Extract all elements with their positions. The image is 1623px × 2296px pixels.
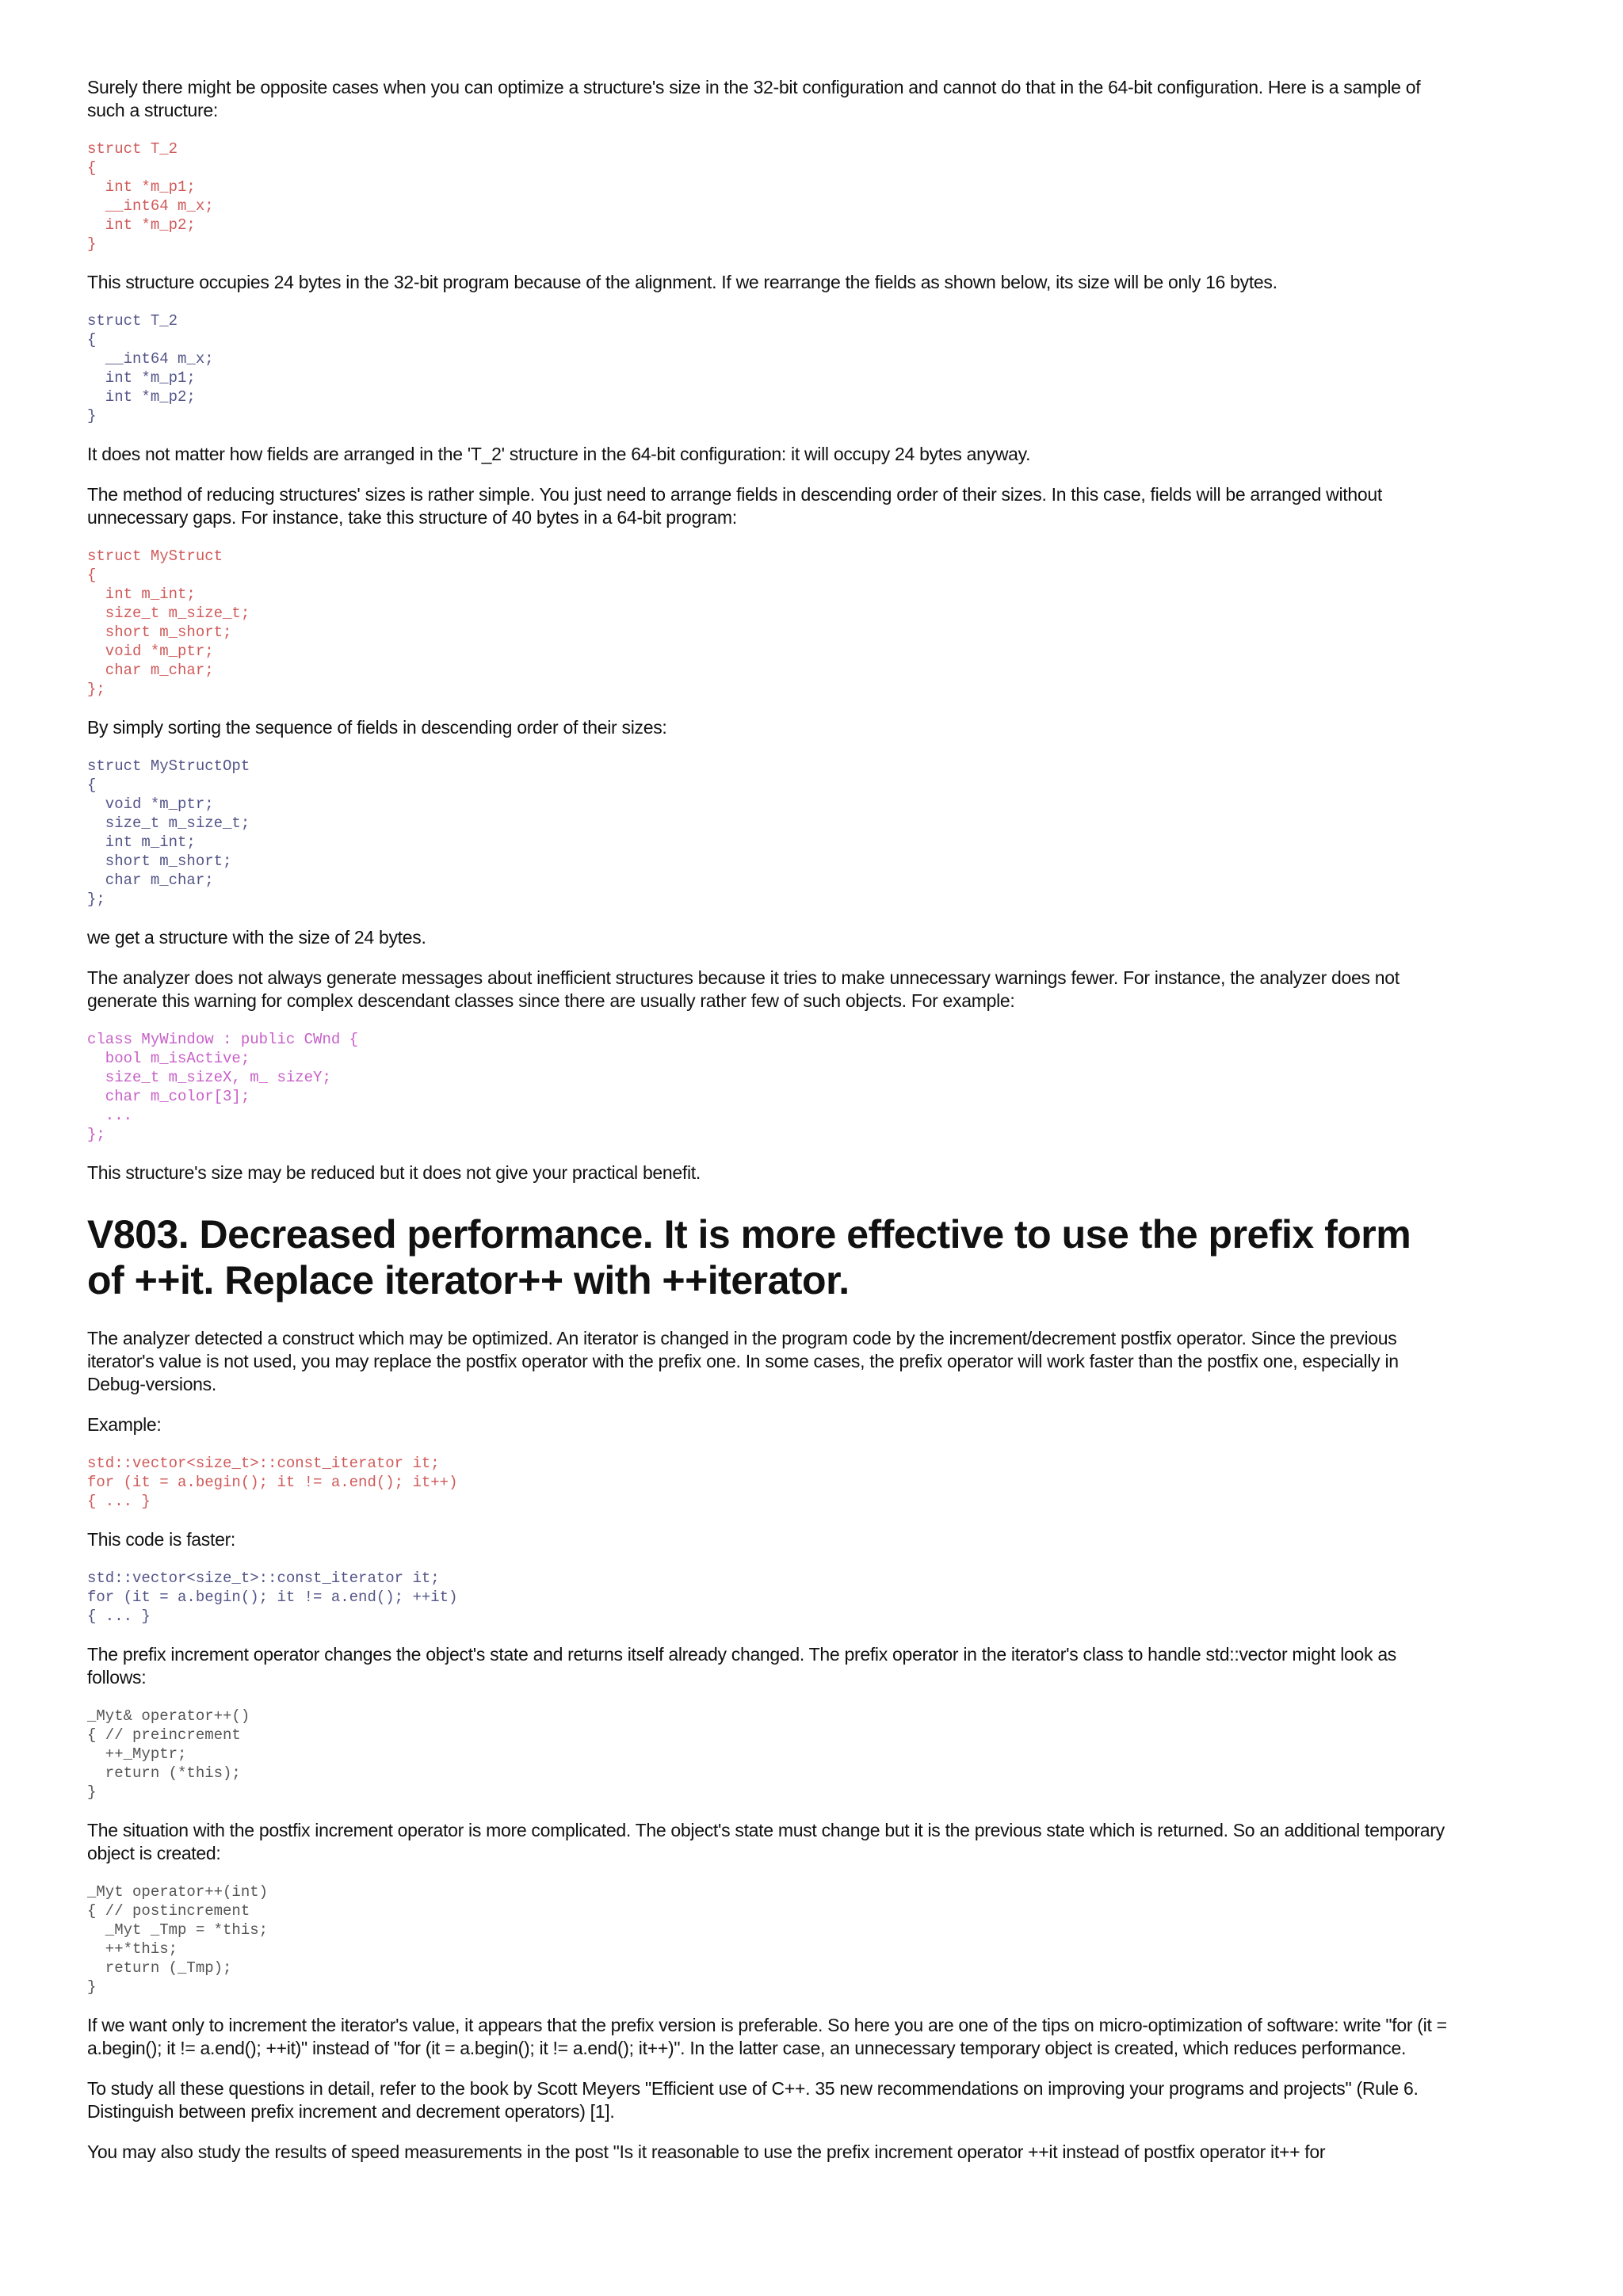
code-block-neutral: _Myt& operator++() { // preincrement ++_Myptr; return (*this); } [87,1707,250,1801]
paragraph: we get a structure with the size of 24 bytes. [87,927,426,948]
paragraph: This structure occupies 24 bytes in the 32-bit program because of the alignment. If we rearrange the fields as shown below, its size will be only 16 bytes. [87,272,1277,292]
paragraph: Surely there might be opposite cases when you can optimize a structure's size in the 32-bit configuration and cannot do that in the 64-bit configuration. Here is a sample of such a structure: [87,77,1421,120]
code-block-example: class MyWindow : public CWnd { bool m_isActive; size_t m_sizeX, m_ sizeY; char m_color[3]; ... }; [87,1031,359,1143]
paragraph: The situation with the postfix increment operator is more complicated. The object's state must change but it is the previous state which is returned. So an additional temporary object is created: [87,1820,1445,1863]
paragraph: This code is faster: [87,1529,236,1550]
paragraph: The prefix increment operator changes the object's state and returns itself already changed. The prefix operator in the iterator's class to handle std::vector might look as follows: [87,1644,1397,1688]
paragraph: If we want only to increment the iterator's value, it appears that the prefix version is preferable. So here you are one of the tips on micro-optimization of software: write "for (it = a.begin(); it != a.end(); ++it)" instead of "for (it = a.begin(); it != a.end(); it++)". In the latter case, an unnecessary temporary object is created, which reduces performance. [87,2015,1447,2058]
paragraph: To study all these questions in detail, refer to the book by Scott Meyers "Efficient use of C++. 35 new recommendations on improving your programs and projects" (Rule 6. Distinguish between prefix increment and decrement operators) [1]. [87,2078,1419,2122]
code-block-bad: struct T_2 { int *m_p1; __int64 m_x; int *m_p2; } [87,140,214,253]
paragraph: The analyzer detected a construct which may be optimized. An iterator is changed in the program code by the increment/decrement postfix operator. Since the previous iterator's value is not used, you may replace the postfix operator with the prefix one. In some cases, the prefix operator will work faster than the postfix one, especially in Debug-versions. [87,1328,1399,1394]
code-block-good: struct MyStructOpt { void *m_ptr; size_t m_size_t; int m_int; short m_short; char m_char; }; [87,757,250,908]
paragraph: The method of reducing structures' sizes is rather simple. You just need to arrange fields in descending order of their sizes. In this case, fields will be arranged without unnecessary gaps. For instance, take this structure of 40 bytes in a 64-bit program: [87,484,1382,528]
paragraph: It does not matter how fields are arranged in the 'T_2' structure in the 64-bit configuration: it will occupy 24 bytes anyway. [87,444,1031,464]
paragraph: Example: [87,1414,162,1435]
code-block-good: struct T_2 { __int64 m_x; int *m_p1; int *m_p2; } [87,312,214,425]
section-heading: V803. Decreased performance. It is more effective to use the prefix form of ++it. Replace iterator++ with ++iterator. [87,1212,1411,1302]
paragraph: You may also study the results of speed measurements in the post "Is it reasonable to use the prefix increment operator ++it instead of postfix operator it++ for [87,2142,1326,2162]
code-block-bad: struct MyStruct { int m_int; size_t m_size_t; short m_short; void *m_ptr; char m_char; }; [87,547,250,698]
code-block-bad: std::vector<size_t>::const_iterator it; for (it = a.begin(); it != a.end(); it++) { ... } [87,1455,458,1510]
code-block-neutral: _Myt operator++(int) { // postincrement _Myt _Tmp = *this; ++*this; return (_Tmp); } [87,1883,269,1996]
paragraph: By simply sorting the sequence of fields in descending order of their sizes: [87,717,667,738]
paragraph: This structure's size may be reduced but it does not give your practical benefit. [87,1162,701,1183]
code-block-good: std::vector<size_t>::const_iterator it; for (it = a.begin(); it != a.end(); ++it) { ... } [87,1569,458,1625]
paragraph: The analyzer does not always generate messages about inefficient structures because it tries to make unnecessary warnings fewer. For instance, the analyzer does not generate this warning for complex descendant classes since there are usually rather few of such objects. For example: [87,967,1400,1011]
